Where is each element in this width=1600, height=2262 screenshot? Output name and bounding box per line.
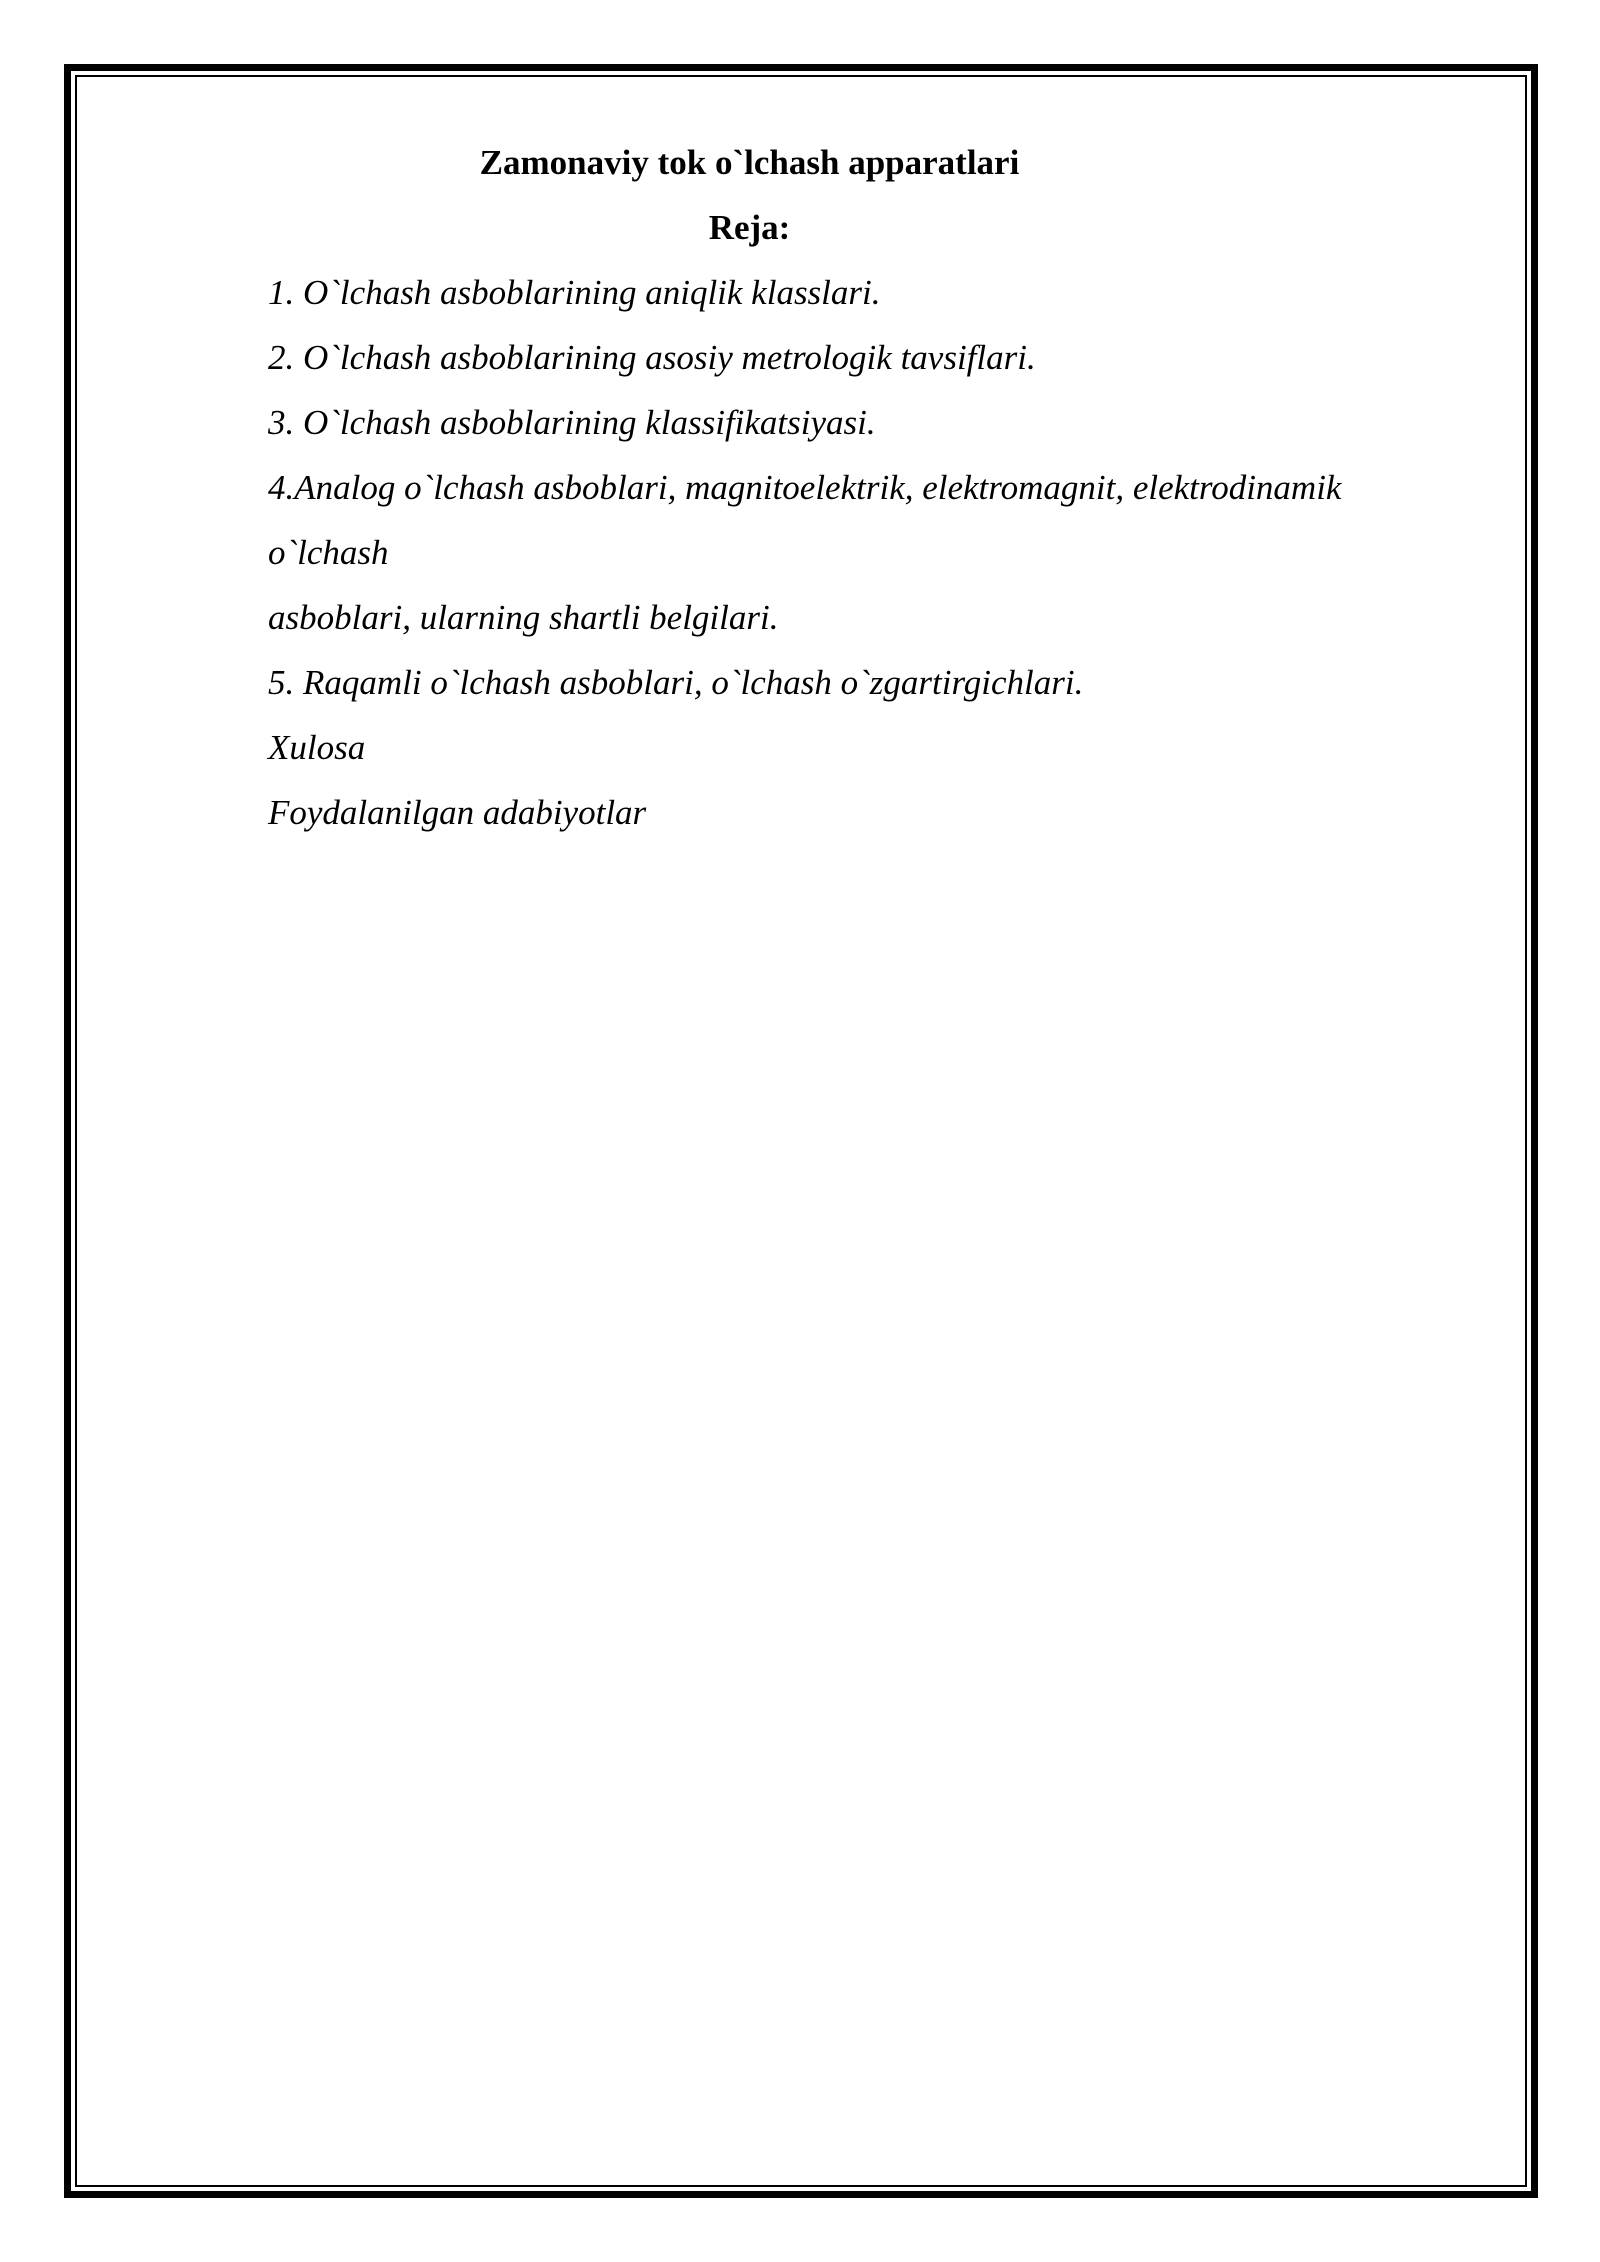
- document-title: Zamonaviy tok o`lchash apparatlari: [479, 143, 1020, 182]
- plan-item-2: 2. O`lchash asboblarining asosiy metrologik tavsiflari.: [268, 338, 1036, 377]
- plan-item-4: 4.Analog o`lchash asboblari, magnitoelektrik, elektromagnit, elektrodinamik: [268, 468, 1342, 507]
- plan-list: [268, 260, 1448, 845]
- plan-item-3: 3. O`lchash asboblarining klassifikatsiyasi.: [268, 403, 876, 442]
- plan-heading: Reja:: [708, 208, 791, 247]
- plan-item-references: Foydalanilgan adabiyotlar: [268, 793, 647, 832]
- plan-item-1: 1. O`lchash asboblarining aniqlik klasslari.: [268, 273, 881, 312]
- plan-item-conclusion: Xulosa: [268, 728, 366, 767]
- document-body: [268, 130, 1448, 845]
- plan-item-4-continuation-2: asboblari, ularning shartli belgilari.: [268, 598, 779, 637]
- plan-item-5: 5. Raqamli o`lchash asboblari, o`lchash o`zgartirgichlari.: [268, 663, 1084, 702]
- plan-item-4-continuation-1: o`lchash: [268, 533, 389, 572]
